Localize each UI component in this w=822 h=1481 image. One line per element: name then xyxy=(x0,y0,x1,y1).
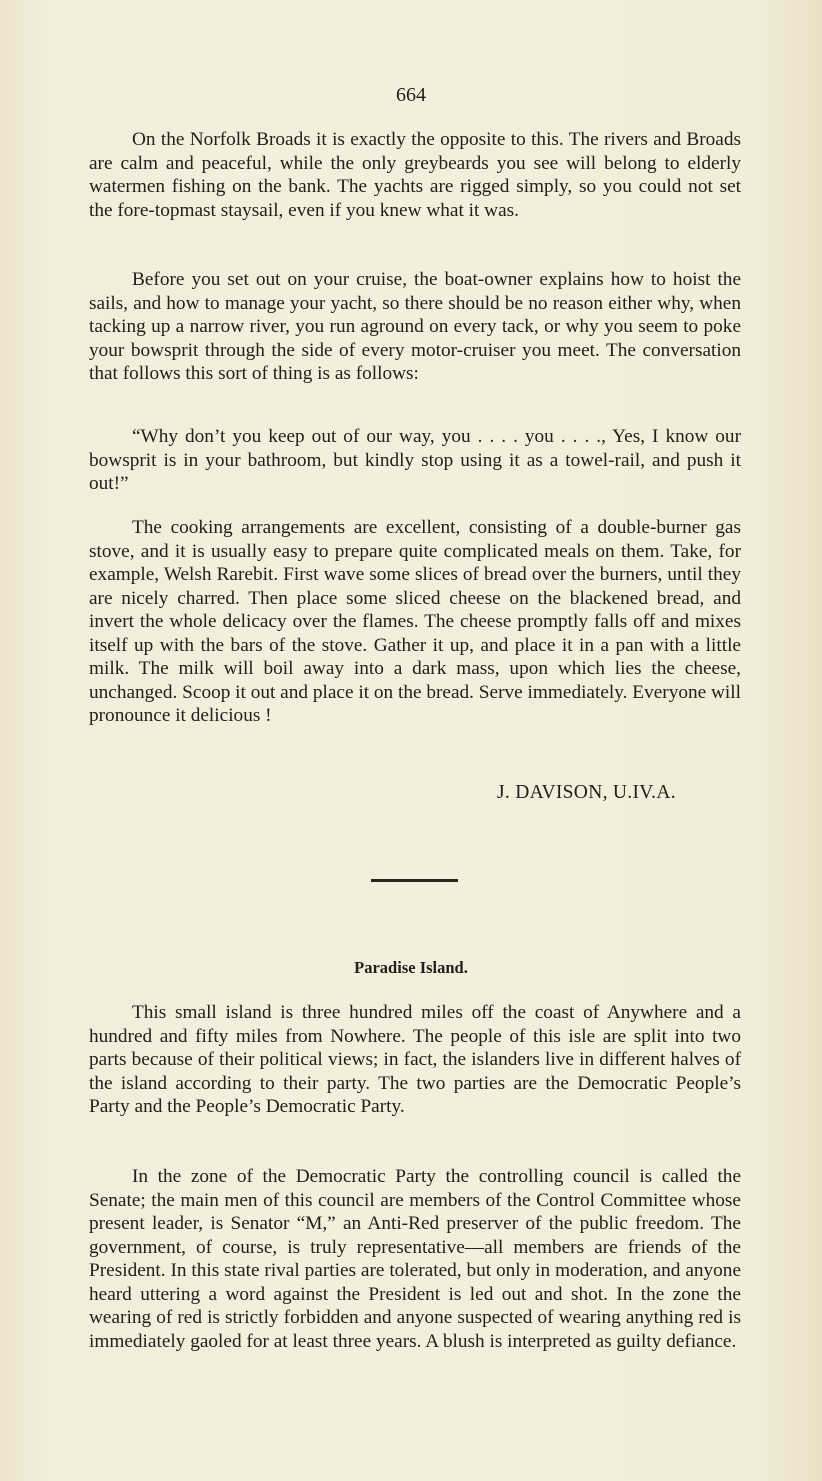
page-number: 664 xyxy=(396,84,426,106)
article2-title: Paradise Island. xyxy=(354,958,468,977)
article1-paragraph-1: On the Norfolk Broads it is exactly the opposite to this. The rivers and Broads are calm and peaceful, while the only greybeards you see will belong to elderly watermen fishing on the bank. The yachts are rigged simply, so you could not set the fore-topmast staysail, even if you knew what it was. xyxy=(89,129,741,221)
article1-signature: J. DAVISON, U.IV.A. xyxy=(497,782,676,803)
article2-paragraph-1: This small island is three hundred miles off the coast of Anywhere and a hundred and fifty miles from Nowhere. The people of this isle are split into two parts because of their political views; in fact, the islanders live in different halves of the island according to their party. The two parties are the Democratic People’s Party and the People’s Democratic Party. xyxy=(89,1002,741,1117)
article2-paragraph-2: In the zone of the Democratic Party the controlling council is called the Senate; the main men of this council are members of the Control Committee whose present leader, is Senator “M,” an Anti-Red preserver of the public freedom. The government, of course, is truly representative—all members are friends of the President. In this state rival parties are tolerated, but only in moderation, and anyone heard uttering a word against the President is led out and shot. In the zone the wearing of red is strictly forbidden and anyone suspected of wearing anything red is immediately gaoled for at least three years. A blush is interpreted as guilty defiance. xyxy=(89,1166,741,1352)
section-divider xyxy=(371,879,458,882)
article1-paragraph-2: Before you set out on your cruise, the boat-owner explains how to hoist the sails, and how to manage your yacht, so there should be no reason either why, when tacking up a narrow river, you run aground on every tack, or why you seem to poke your bowsprit through the side of every motor-cruiser you meet. The conversation that follows this sort of thing is as follows: xyxy=(89,269,741,384)
article1-paragraph-3: “Why don’t you keep out of our way, you . . . . you . . . ., Yes, I know our bowsprit is in your bathroom, but kindly stop using it as a towel-rail, and push it out!” xyxy=(89,426,741,494)
article1-paragraph-4: The cooking arrangements are excellent, consisting of a double-burner gas stove, and it is usually easy to prepare quite complicated meals on them. Take, for example, Welsh Rarebit. First wave some slices of bread over the burners, until they are nicely charred. Then place some sliced cheese on the blackened bread, and invert the whole delicacy over the flames. The cheese promptly falls off and mixes itself up with the bars of the stove. Gather it up, and place it in a pan with a little milk. The milk will boil away into a dark mass, upon which lies the cheese, unchanged. Scoop it out and place it on the bread. Serve immediately. Everyone will pronounce it delicious ! xyxy=(89,517,741,726)
